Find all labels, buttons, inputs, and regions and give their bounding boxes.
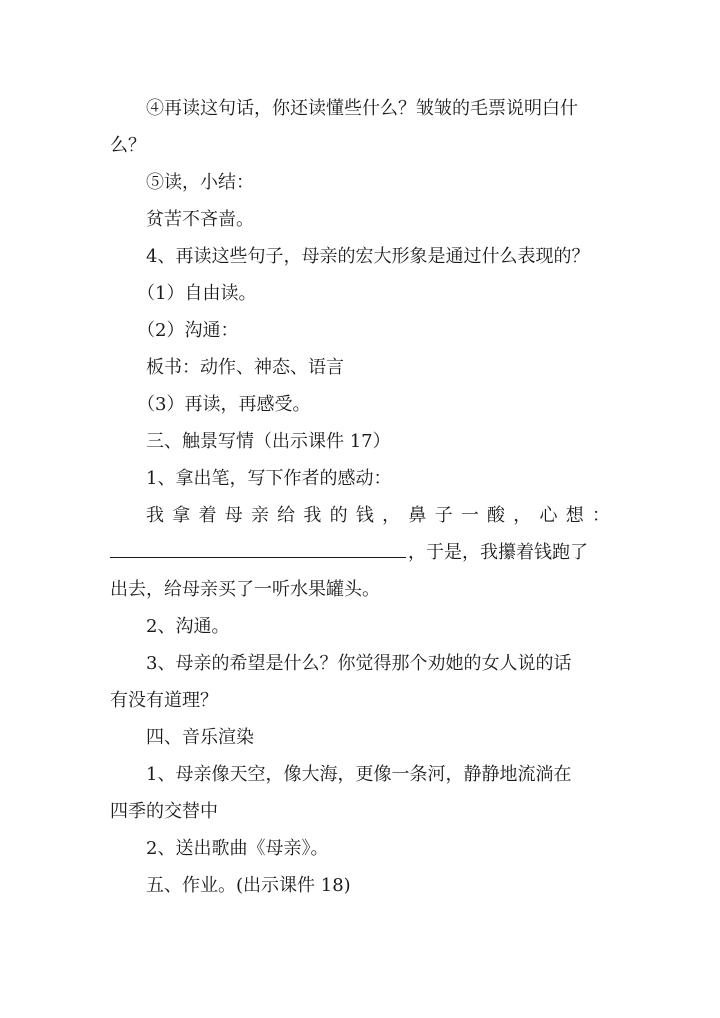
- document-page: [110, 90, 610, 904]
- paragraph-line: （2）沟通：: [137, 320, 239, 341]
- fill-in-blank[interactable]: [110, 535, 406, 558]
- spaced-char: 我: [303, 505, 322, 526]
- paragraph-line: 贫苦不吝啬。: [146, 209, 254, 230]
- section-heading: 五、作业。(出示课件 18): [146, 875, 351, 896]
- paragraph-line: 四季的交替中: [110, 801, 218, 822]
- spaced-char: 子: [434, 505, 453, 526]
- spaced-char: ，: [513, 505, 532, 526]
- spaced-char: ：: [591, 505, 610, 526]
- spaced-char: 酸: [487, 505, 506, 526]
- paragraph-line: （3）再读，再感受。: [137, 394, 311, 415]
- spaced-char: 着: [198, 505, 217, 526]
- spaced-char: 钱: [355, 505, 374, 526]
- paragraph-line: 么？: [110, 135, 146, 156]
- section-heading: 三、触景写情（出示课件 17）: [146, 431, 391, 452]
- paragraph-line: ，于是，我攥着钱跑了: [408, 542, 588, 563]
- spaced-char: 我: [146, 505, 164, 526]
- paragraph-line: 1、拿出笔，写下作者的感动：: [146, 468, 392, 489]
- paragraph-line: 2、送出歌曲《母亲》。: [146, 838, 329, 859]
- paragraph-line: 板书：动作、神态、语言: [146, 357, 344, 378]
- paragraph-line: ④再读这句话，你还读懂些什么？皱皱的毛票说明白什: [146, 98, 578, 119]
- spaced-char: 亲: [250, 505, 269, 526]
- section-heading: 四、音乐渲染: [146, 727, 254, 748]
- spaced-char: 的: [329, 505, 348, 526]
- paragraph-line: 1、母亲像天空，像大海，更像一条河，静静地流淌在: [146, 764, 572, 785]
- spaced-char: 母: [224, 505, 243, 526]
- paragraph-line: ⑤读，小结：: [146, 172, 254, 193]
- spaced-char: 给: [277, 505, 296, 526]
- spaced-char: 心: [539, 505, 558, 526]
- fill-in-line: [110, 534, 610, 571]
- paragraph-line: 4、再读这些句子，母亲的宏大形象是通过什么表现的？: [146, 246, 590, 267]
- paragraph-line: 2、沟通。: [146, 616, 230, 637]
- paragraph-line: 3、母亲的希望是什么？你觉得那个劝她的女人说的话: [146, 653, 572, 674]
- spaced-char: 拿: [172, 505, 191, 526]
- spaced-char: ，: [382, 505, 401, 526]
- paragraph-line: （1）自由读。: [137, 283, 257, 304]
- spaced-char: 鼻: [408, 505, 427, 526]
- spaced-char: 想: [565, 505, 584, 526]
- spaced-char: 一: [460, 505, 479, 526]
- paragraph-line: 有没有道理？: [110, 690, 218, 711]
- paragraph-line: 出去，给母亲买了一听水果罐头。: [110, 579, 380, 600]
- justified-line: [110, 497, 610, 534]
